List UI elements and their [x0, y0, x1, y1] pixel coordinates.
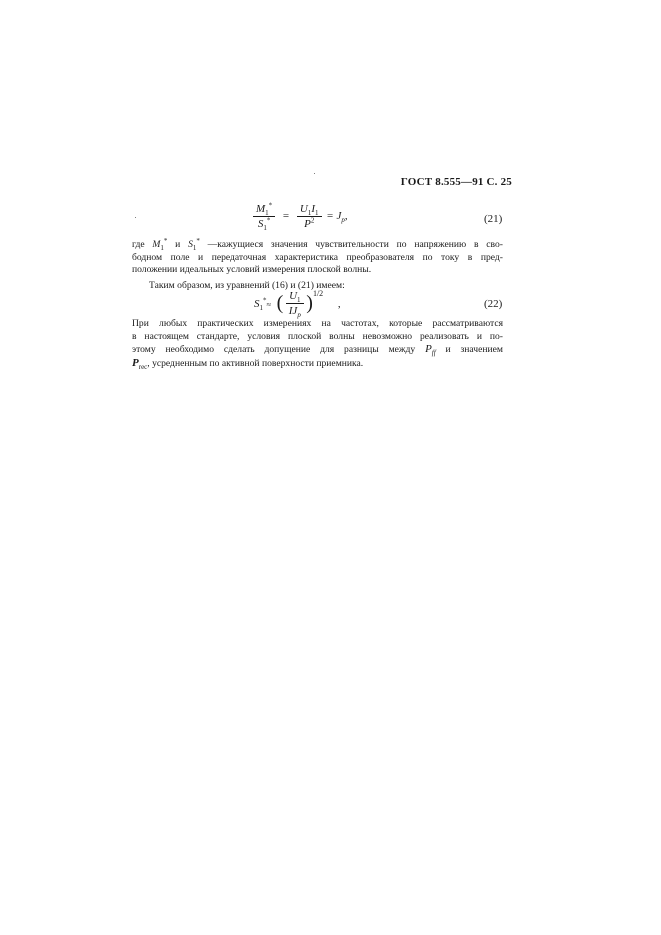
para3-line-1: При любых практических измерениях на частотах, которые рассматриваются [132, 318, 503, 329]
scan-speck-top [314, 173, 315, 174]
para1-line-3: положении идеальных условий измерения плоской волны. [132, 264, 372, 275]
paragraph-thus: Таким образом, из уравнений (16) и (21) имеем: [149, 280, 345, 291]
eq21-equals: = [282, 210, 290, 223]
eq22-fraction: $\frac{U_1}{IJ_p}$ [286, 290, 303, 317]
equation-22: $S_1^*\approx$ ( $\frac{U_1}{IJ_p}$ )$^{1/2}$ , [254, 289, 341, 320]
para3-line-3: этому необходимо сделать допущение для разницы между $P_{ff}$ и значением [132, 343, 503, 357]
para3-line-2: в настоящем стандарте, условия плоской волны невозможно реализовать и по- [132, 330, 503, 342]
para3-line-4: $P_{rec}$, усредненным по активной поверхности приемника. [132, 356, 364, 371]
equation-21-number: (21) [484, 213, 503, 225]
eq21-lhs-fraction: $\frac{M_1^*}{S_1^*}$ [253, 203, 275, 230]
page-header: ГОСТ 8.555—91 С. 25 [400, 176, 512, 188]
eq21-rhs-fraction: $\frac{U_1I_1}{P^2}$ [297, 203, 322, 230]
scan-speck-left [135, 217, 136, 218]
para1-line-1: где $M_1^*$ и $S_1^*$ —кажущиеся значения чувствительности по напряжению в сво- [132, 236, 503, 252]
equation-22-number: (22) [484, 298, 503, 310]
paragraph-plane-wave [132, 318, 503, 370]
para1-line-2: бодном поле и передаточная характеристика преобразователя по току в пред- [132, 251, 503, 263]
paragraph-definitions [132, 236, 503, 277]
equation-21 [253, 201, 348, 233]
eq21-tail: = $J_p$, [326, 210, 348, 225]
